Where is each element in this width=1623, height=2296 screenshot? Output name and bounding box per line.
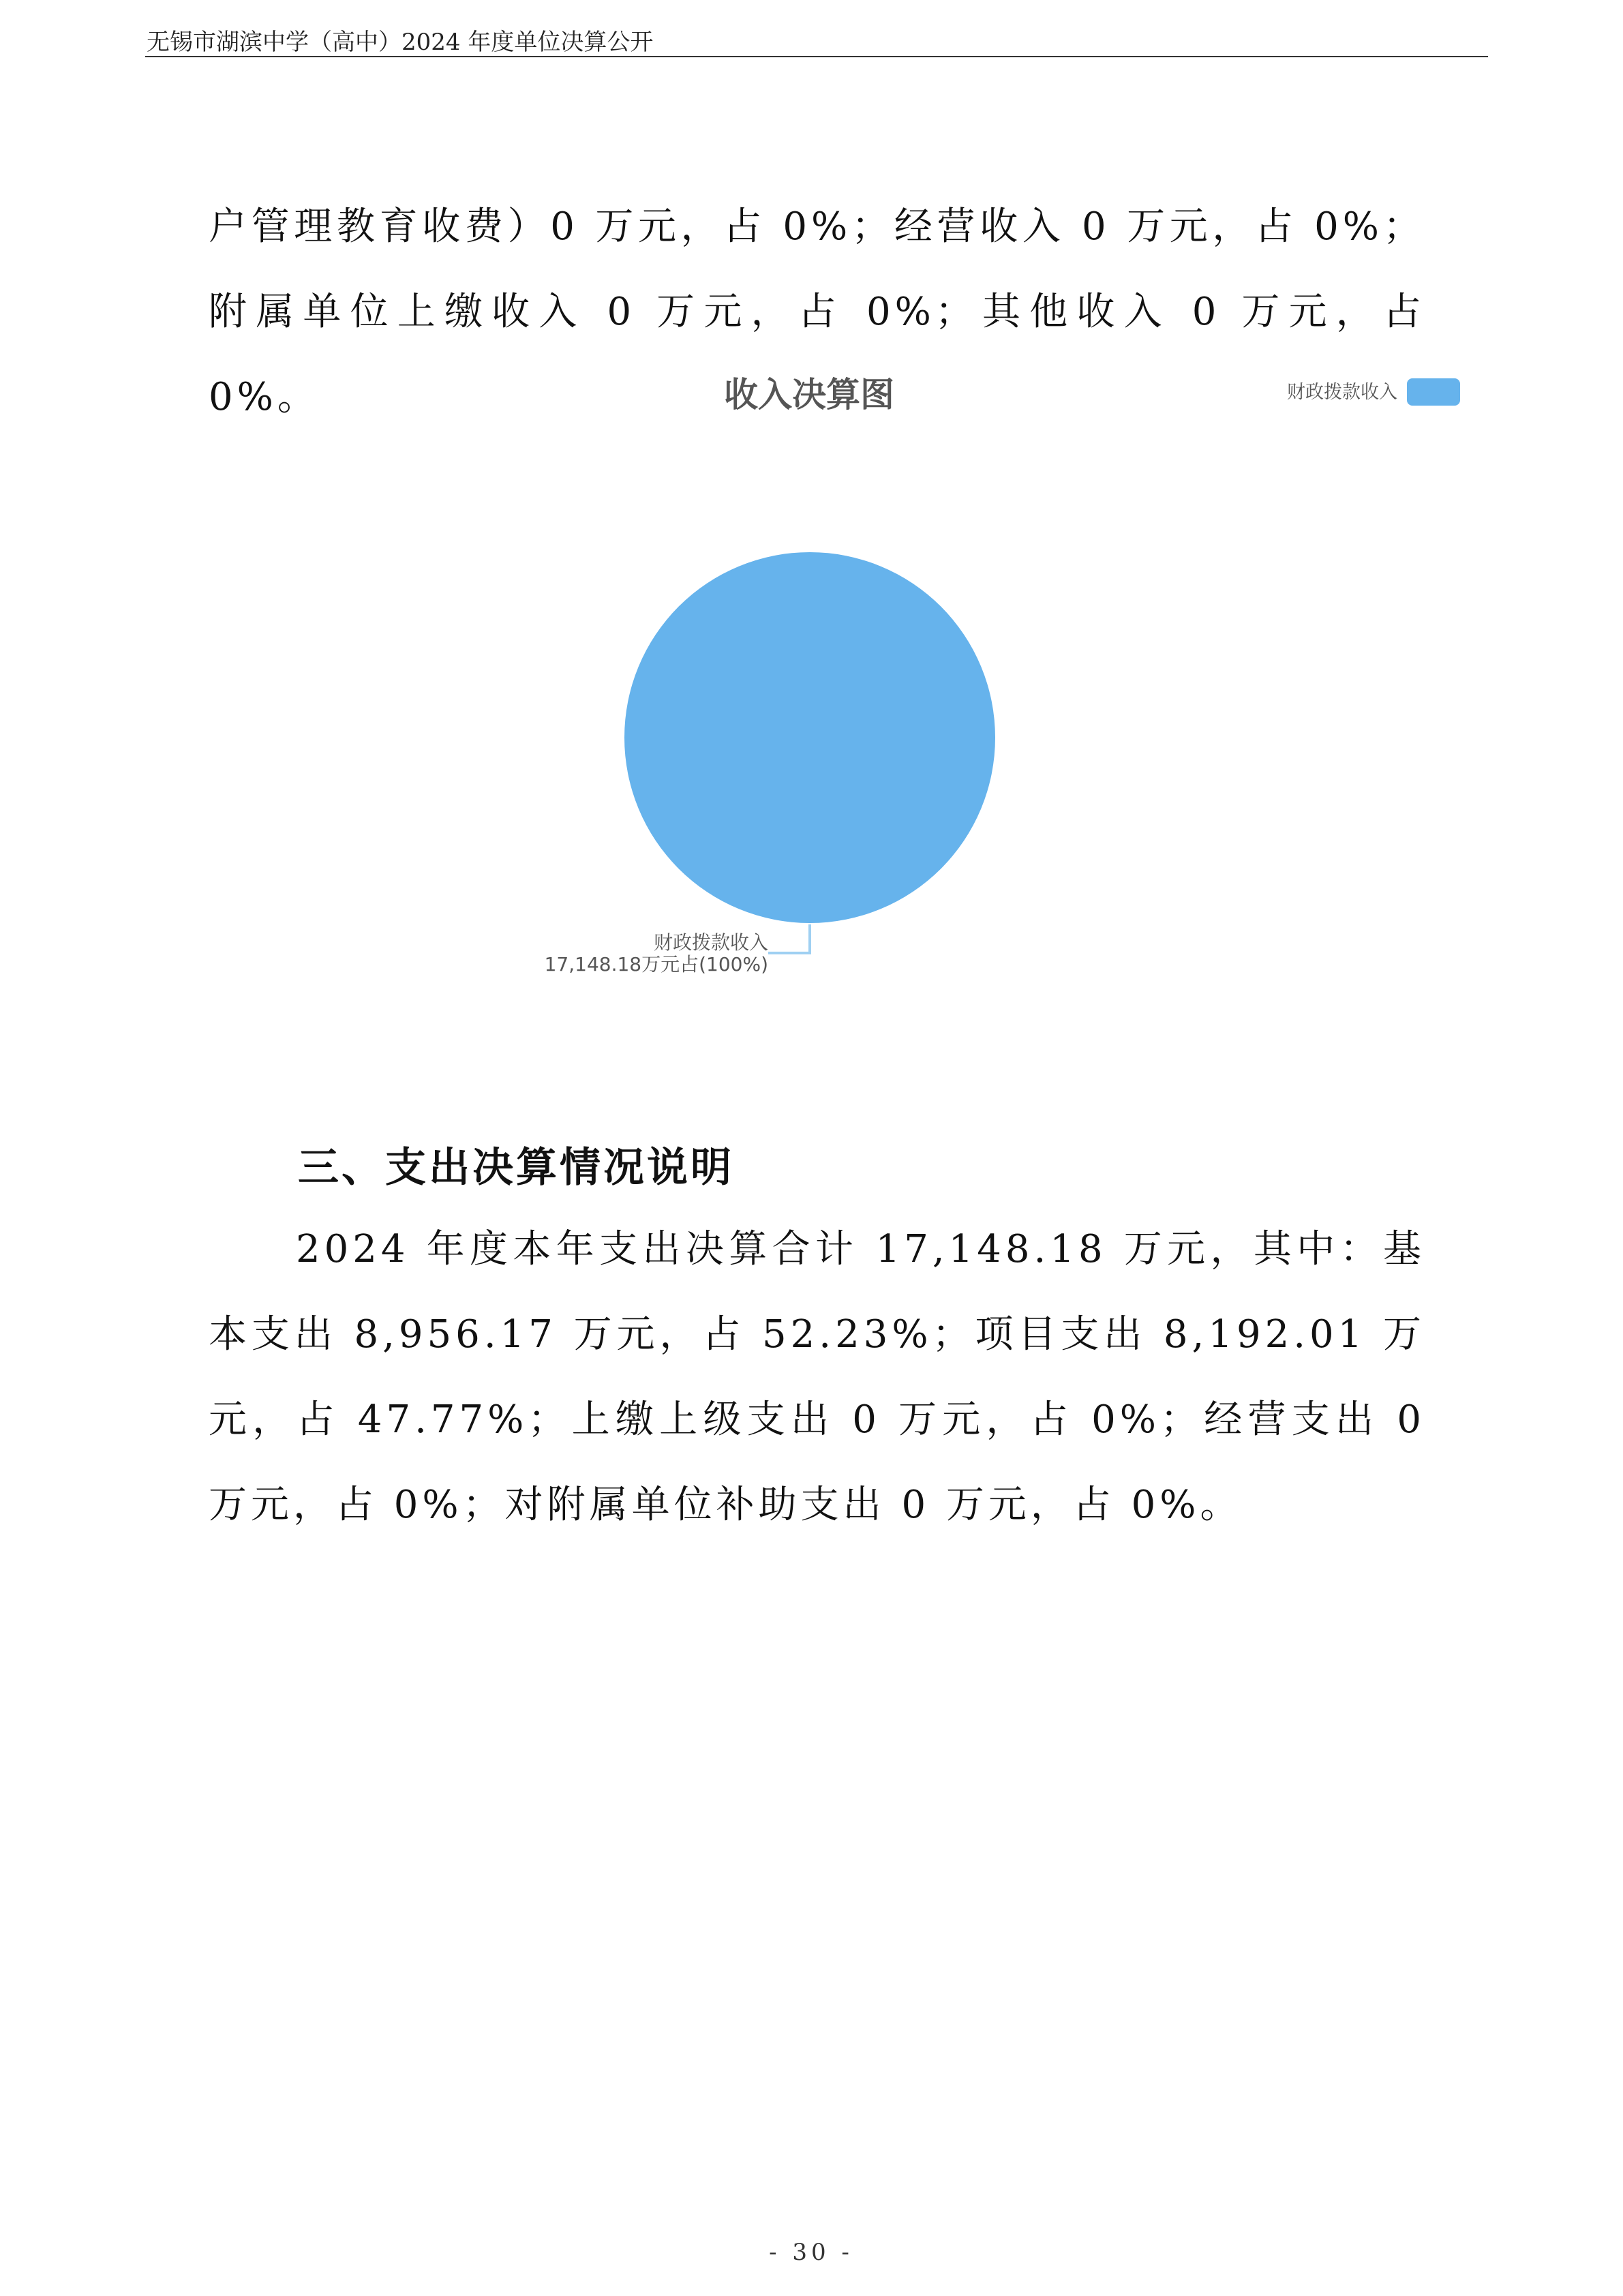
legend-swatch [1407, 378, 1460, 406]
page-number: - 30 - [769, 2239, 853, 2266]
expenditure-paragraph: 2024 年度本年支出决算合计 17,148.18 万元，其中：基本支出 8,956.17 万元，占 52.23%；项目支出 8,192.01 万元，占 47.77%；上缴上级支出 0 万元，占 0%；经营支出 0 万元，占 0%；对附属单位补助支出 0 万元，占 0%。 [209, 1227, 1425, 1527]
header-title: 无锡市湖滨中学（高中）2024 年度单位决算公开 [147, 29, 654, 56]
chart-legend [1287, 378, 1460, 406]
section-heading: 三、支出决算情况说明 [298, 1144, 734, 1192]
pie-slice [624, 552, 995, 923]
income-paragraph-tail: 户管理教育收费）0 万元，占 0%；经营收入 0 万元，占 0%；附属单位上缴收入 0 万元，占 0%；其他收入 0 万元，占 0%。 [209, 205, 1425, 419]
slice-label-value: 17,148.18万元占(100%) [544, 953, 768, 976]
slice-label-category: 财政拨款收入 [653, 931, 768, 954]
chart-title: 收入决算图 [724, 375, 894, 414]
slice-leader-line [768, 924, 810, 953]
pie-slices [624, 552, 995, 923]
income-pie-chart [0, 0, 1623, 1091]
legend-label: 财政拨款收入 [1287, 382, 1397, 403]
